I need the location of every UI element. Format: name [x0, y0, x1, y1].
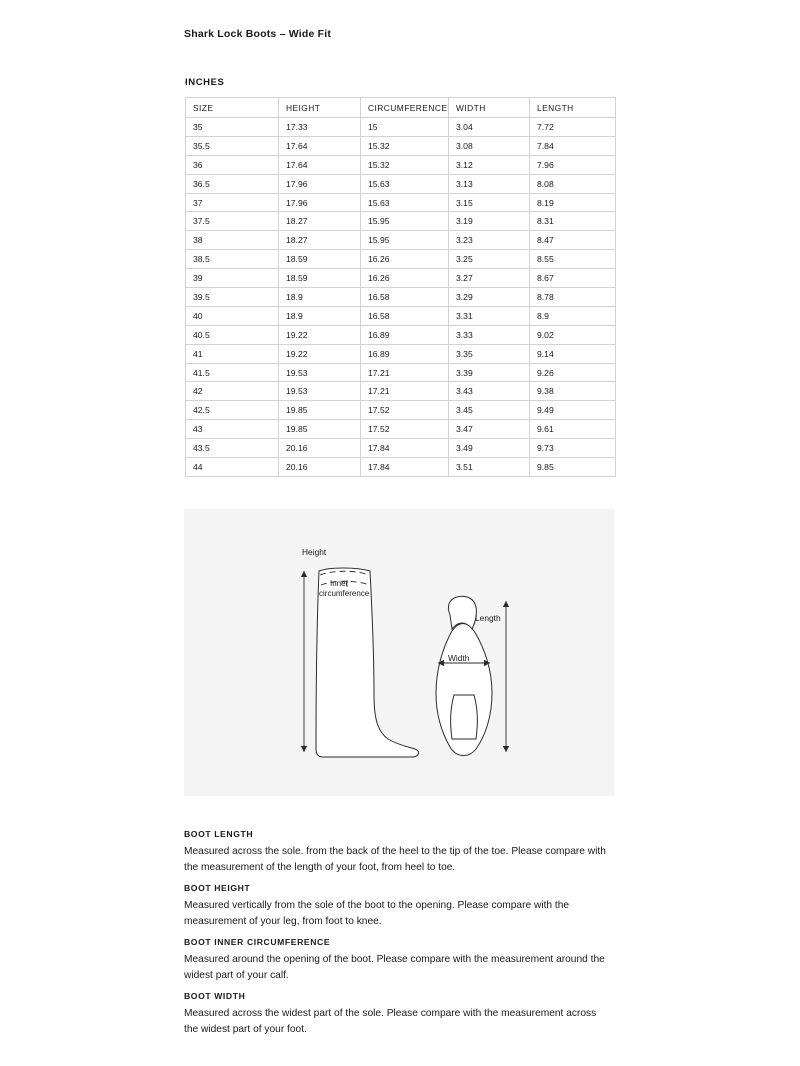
cell-circumference: 17.84	[361, 458, 449, 477]
cell-circumference: 15	[361, 118, 449, 137]
cell-size: 37.5	[186, 212, 279, 231]
cell-width: 3.15	[449, 193, 530, 212]
table-row	[186, 382, 616, 401]
cell-size: 40.5	[186, 325, 279, 344]
cell-length: 8.19	[530, 193, 616, 212]
cell-size: 40	[186, 306, 279, 325]
cell-width: 3.39	[449, 363, 530, 382]
cell-size: 39	[186, 269, 279, 288]
cell-width: 3.25	[449, 250, 530, 269]
cell-width: 3.51	[449, 458, 530, 477]
cell-height: 20.16	[279, 439, 361, 458]
table-row	[186, 174, 616, 193]
cell-size: 38	[186, 231, 279, 250]
cell-width: 3.31	[449, 306, 530, 325]
cell-size: 41	[186, 344, 279, 363]
cell-height: 19.22	[279, 325, 361, 344]
cell-width: 3.35	[449, 344, 530, 363]
description-title: BOOT INNER CIRCUMFERENCE	[184, 937, 331, 947]
cell-width: 3.08	[449, 136, 530, 155]
description-title: BOOT LENGTH	[184, 829, 254, 839]
cell-height: 18.9	[279, 306, 361, 325]
cell-width: 3.29	[449, 288, 530, 307]
cell-length: 8.67	[530, 269, 616, 288]
cell-length: 8.78	[530, 288, 616, 307]
cell-size: 35	[186, 118, 279, 137]
cell-height: 17.64	[279, 155, 361, 174]
cell-circumference: 16.89	[361, 344, 449, 363]
cell-height: 18.27	[279, 212, 361, 231]
table-row	[186, 118, 616, 137]
description-text: Measured vertically from the sole of the boot to the opening. Please compare with the measurement of your leg, from foot to knee.	[184, 900, 570, 927]
column-header-width: WIDTH	[449, 98, 530, 118]
table-row	[186, 363, 616, 382]
cell-length: 7.84	[530, 136, 616, 155]
cell-width: 3.04	[449, 118, 530, 137]
cell-length: 9.85	[530, 458, 616, 477]
cell-length: 9.26	[530, 363, 616, 382]
cell-width: 3.33	[449, 325, 530, 344]
cell-circumference: 15.63	[361, 174, 449, 193]
cell-size: 41.5	[186, 363, 279, 382]
cell-size: 39.5	[186, 288, 279, 307]
cell-length: 8.08	[530, 174, 616, 193]
size-chart-table	[185, 97, 616, 477]
cell-length: 9.61	[530, 420, 616, 439]
cell-length: 9.14	[530, 344, 616, 363]
table-header-row	[186, 98, 616, 118]
description-text: Measured across the sole. from the back of the heel to the tip of the toe. Please compare with the measurement of the length of your foot, from heel to toe.	[184, 846, 606, 873]
table-row	[186, 344, 616, 363]
cell-size: 42	[186, 382, 279, 401]
cell-height: 19.53	[279, 363, 361, 382]
cell-length: 8.47	[530, 231, 616, 250]
cell-circumference: 17.21	[361, 363, 449, 382]
cell-circumference: 16.58	[361, 288, 449, 307]
cell-height: 19.85	[279, 401, 361, 420]
cell-height: 18.59	[279, 269, 361, 288]
measurement-diagram	[184, 509, 614, 796]
description-title: BOOT HEIGHT	[184, 883, 251, 893]
table-row	[186, 250, 616, 269]
cell-height: 17.96	[279, 193, 361, 212]
description-text: Measured across the widest part of the sole. Please compare with the measurement across the widest part of your foot.	[184, 1008, 597, 1035]
cell-height: 17.96	[279, 174, 361, 193]
table-row	[186, 155, 616, 174]
table-row	[186, 420, 616, 439]
page-title: Shark Lock Boots – Wide Fit	[184, 28, 332, 40]
cell-height: 19.85	[279, 420, 361, 439]
description-text: Measured around the opening of the boot. Please compare with the measurement around the widest part of your calf.	[184, 954, 605, 981]
cell-width: 3.23	[449, 231, 530, 250]
table-row	[186, 193, 616, 212]
cell-height: 17.33	[279, 118, 361, 137]
description-boot-height	[184, 883, 609, 930]
cell-length: 9.38	[530, 382, 616, 401]
table-row	[186, 325, 616, 344]
cell-size: 35.5	[186, 136, 279, 155]
column-header-length: LENGTH	[530, 98, 616, 118]
column-header-height: HEIGHT	[279, 98, 361, 118]
table-row	[186, 136, 616, 155]
cell-width: 3.13	[449, 174, 530, 193]
cell-length: 8.31	[530, 212, 616, 231]
label-inner-circumference-2: circumference	[319, 589, 370, 598]
cell-length: 9.73	[530, 439, 616, 458]
cell-height: 18.59	[279, 250, 361, 269]
cell-size: 36	[186, 155, 279, 174]
description-boot-width	[184, 991, 609, 1038]
table-row	[186, 401, 616, 420]
cell-length: 7.96	[530, 155, 616, 174]
cell-width: 3.47	[449, 420, 530, 439]
cell-size: 37	[186, 193, 279, 212]
cell-circumference: 17.21	[361, 382, 449, 401]
cell-circumference: 15.95	[361, 212, 449, 231]
cell-size: 44	[186, 458, 279, 477]
table-row	[186, 439, 616, 458]
cell-size: 43	[186, 420, 279, 439]
table-row	[186, 212, 616, 231]
cell-width: 3.43	[449, 382, 530, 401]
table-row	[186, 269, 616, 288]
cell-height: 19.22	[279, 344, 361, 363]
cell-circumference: 16.26	[361, 269, 449, 288]
column-header-circumference: CIRCUMFERENCE	[361, 98, 449, 118]
cell-circumference: 15.95	[361, 231, 449, 250]
cell-width: 3.12	[449, 155, 530, 174]
cell-width: 3.45	[449, 401, 530, 420]
table-row	[186, 288, 616, 307]
label-width: Width	[448, 653, 470, 663]
cell-length: 9.49	[530, 401, 616, 420]
cell-circumference: 15.32	[361, 136, 449, 155]
cell-circumference: 15.63	[361, 193, 449, 212]
column-header-size: SIZE	[186, 98, 279, 118]
cell-height: 19.53	[279, 382, 361, 401]
cell-circumference: 17.52	[361, 401, 449, 420]
cell-circumference: 17.84	[361, 439, 449, 458]
cell-height: 18.9	[279, 288, 361, 307]
label-inner-circumference-1: Inner	[330, 579, 349, 588]
cell-height: 18.27	[279, 231, 361, 250]
cell-circumference: 17.52	[361, 420, 449, 439]
cell-length: 8.55	[530, 250, 616, 269]
label-length: Length	[475, 613, 501, 623]
description-boot-inner-circumference	[184, 937, 609, 984]
cell-size: 42.5	[186, 401, 279, 420]
cell-width: 3.19	[449, 212, 530, 231]
cell-size: 43.5	[186, 439, 279, 458]
table-row	[186, 458, 616, 477]
cell-length: 7.72	[530, 118, 616, 137]
cell-width: 3.49	[449, 439, 530, 458]
cell-circumference: 15.32	[361, 155, 449, 174]
cell-circumference: 16.26	[361, 250, 449, 269]
unit-label: INCHES	[185, 77, 225, 88]
cell-height: 20.16	[279, 458, 361, 477]
cell-length: 9.02	[530, 325, 616, 344]
cell-circumference: 16.58	[361, 306, 449, 325]
table-row	[186, 306, 616, 325]
label-height: Height	[302, 547, 327, 557]
cell-size: 36.5	[186, 174, 279, 193]
description-boot-length	[184, 829, 609, 876]
cell-circumference: 16.89	[361, 325, 449, 344]
cell-width: 3.27	[449, 269, 530, 288]
description-title: BOOT WIDTH	[184, 991, 246, 1001]
cell-height: 17.64	[279, 136, 361, 155]
cell-length: 8.9	[530, 306, 616, 325]
table-row	[186, 231, 616, 250]
cell-size: 38.5	[186, 250, 279, 269]
